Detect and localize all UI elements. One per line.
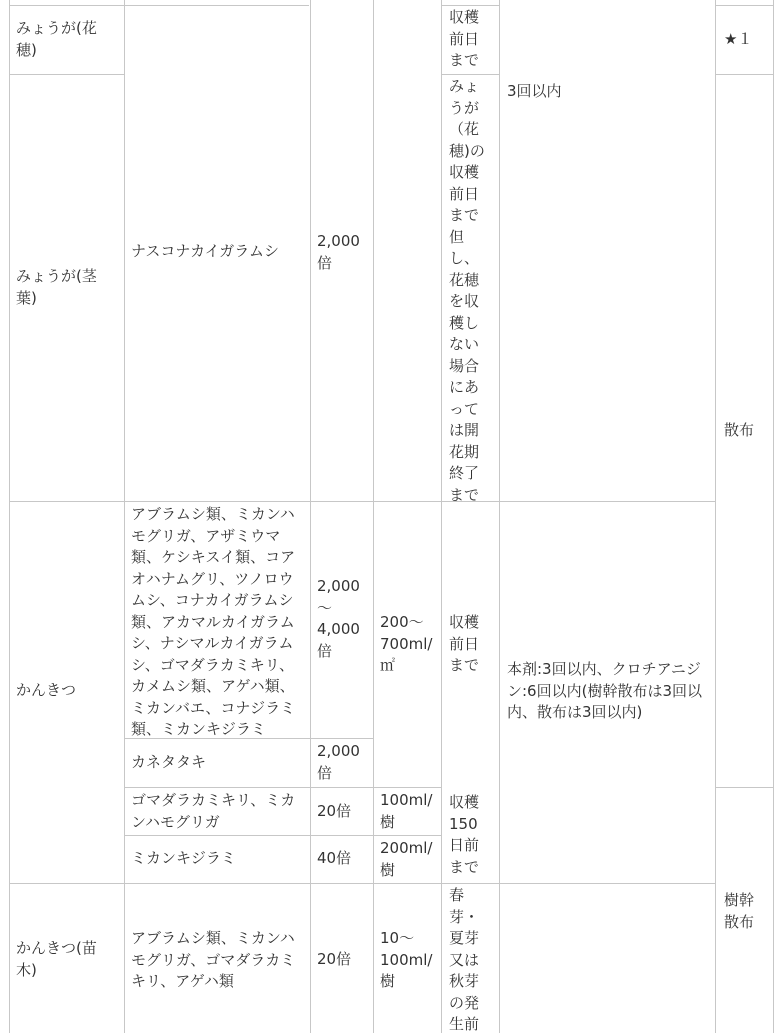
grid-line-row-2 — [9, 501, 373, 502]
pest-kankitsu-2: カネタタキ — [131, 753, 207, 771]
count-kankitsu: 本剤:3回以内、クロチアニジ ン:6回以内(樹幹散布は3回以 内、散布は3回以内) — [507, 660, 702, 721]
grid-line-col-0 — [9, 0, 10, 1033]
crop-myoga-flower: みょうが(花 穂) — [16, 19, 97, 59]
pest-kankitsu-4: ミカンキジラミ — [131, 849, 236, 867]
mark-star-1: ★１ — [724, 30, 753, 48]
pest-kankitsu-seedling: アブラムシ類、ミカンハ モグリガ、ゴマダラカミ キリ、アゲハ類 — [131, 929, 296, 990]
volume-kankitsu-3: 100ml/ 樹 — [380, 791, 433, 831]
grid-line-row-3b — [310, 738, 373, 739]
grid-line-row-1 — [9, 74, 124, 75]
method-trunk-spray: 樹幹 散布 — [724, 891, 755, 931]
grid-line-row-2b — [373, 501, 715, 502]
pest-kankitsu-3: ゴマダラカミキリ、ミカ ンハモグリガ — [131, 791, 296, 831]
timing-kankitsu-3: 収穫 150 日前 まで — [449, 793, 480, 876]
crop-kankitsu-seedling: かんきつ(苗 木) — [16, 939, 97, 979]
grid-line-col-1 — [124, 0, 125, 1033]
crop-kankitsu: かんきつ — [16, 681, 77, 699]
dilution-kankitsu-1: 2,000 ～ 4,000 倍 — [317, 577, 360, 660]
grid-line-row-4 — [124, 787, 441, 788]
grid-line-col-7 — [773, 0, 774, 1033]
grid-line-top-stub-2 — [441, 5, 499, 6]
grid-line-col-4 — [441, 0, 442, 1033]
dilution-kankitsu-2: 2,000 倍 — [317, 742, 360, 782]
pest-myoga: ナスコナカイガラムシ — [131, 242, 280, 260]
volume-kankitsu-seedling: 10～ 100ml/ 樹 — [380, 929, 433, 990]
timing-kankitsu-1: 収穫 前日 まで — [449, 613, 480, 674]
timing-myoga-stem: みょ うが （花 穂)の 収穫 前日 まで 但 し、 花穂 を収 穫し ない 場合 にあ って は開 花期 終了 まで — [449, 77, 485, 504]
grid-line-row-5 — [124, 835, 441, 836]
pest-kankitsu-1: アブラムシ類、ミカンハ モグリガ、アザミウマ 類、ケシキスイ類、コア オハナムグリ、ツノロウ ムシ、コナカイガラムシ 類、アカマルカイガラム シ、ナシマルカイガラム シ、ゴマダラカミキリ、 カメムシ類、アゲハ類、 ミカンバエ、コナジラミ 類、ミカンキジラミ — [131, 505, 296, 738]
dilution-kankitsu-seedling: 20倍 — [317, 950, 352, 968]
grid-line-col-2 — [310, 0, 311, 1033]
grid-line-top-stub — [9, 5, 309, 6]
timing-kankitsu-seedling: 春 芽・ 夏芽 又は 秋芽 の発 生前 — [449, 886, 480, 1033]
crop-myoga-stem: みょうが(茎 葉) — [16, 267, 97, 307]
grid-line-row-1b — [441, 74, 499, 75]
grid-line-row-6 — [9, 883, 715, 884]
volume-kankitsu-4: 200ml/ 樹 — [380, 839, 433, 879]
dilution-myoga: 2,000 倍 — [317, 232, 360, 272]
grid-line-row-1c — [715, 74, 773, 75]
method-spray: 散布 — [724, 421, 755, 439]
dilution-kankitsu-3: 20倍 — [317, 802, 352, 820]
timing-myoga-flower: 収穫 前日 まで — [449, 8, 480, 69]
count-myoga: 3回以内 — [507, 82, 562, 100]
grid-line-col-5 — [499, 0, 500, 1033]
volume-kankitsu-1: 200～ 700ml/ ㎡ — [380, 613, 433, 674]
grid-line-top-stub-3 — [715, 5, 773, 6]
grid-line-col-3 — [373, 0, 374, 1033]
grid-line-row-4b — [715, 787, 773, 788]
dilution-kankitsu-4: 40倍 — [317, 849, 352, 867]
grid-line-col-6 — [715, 0, 716, 1033]
